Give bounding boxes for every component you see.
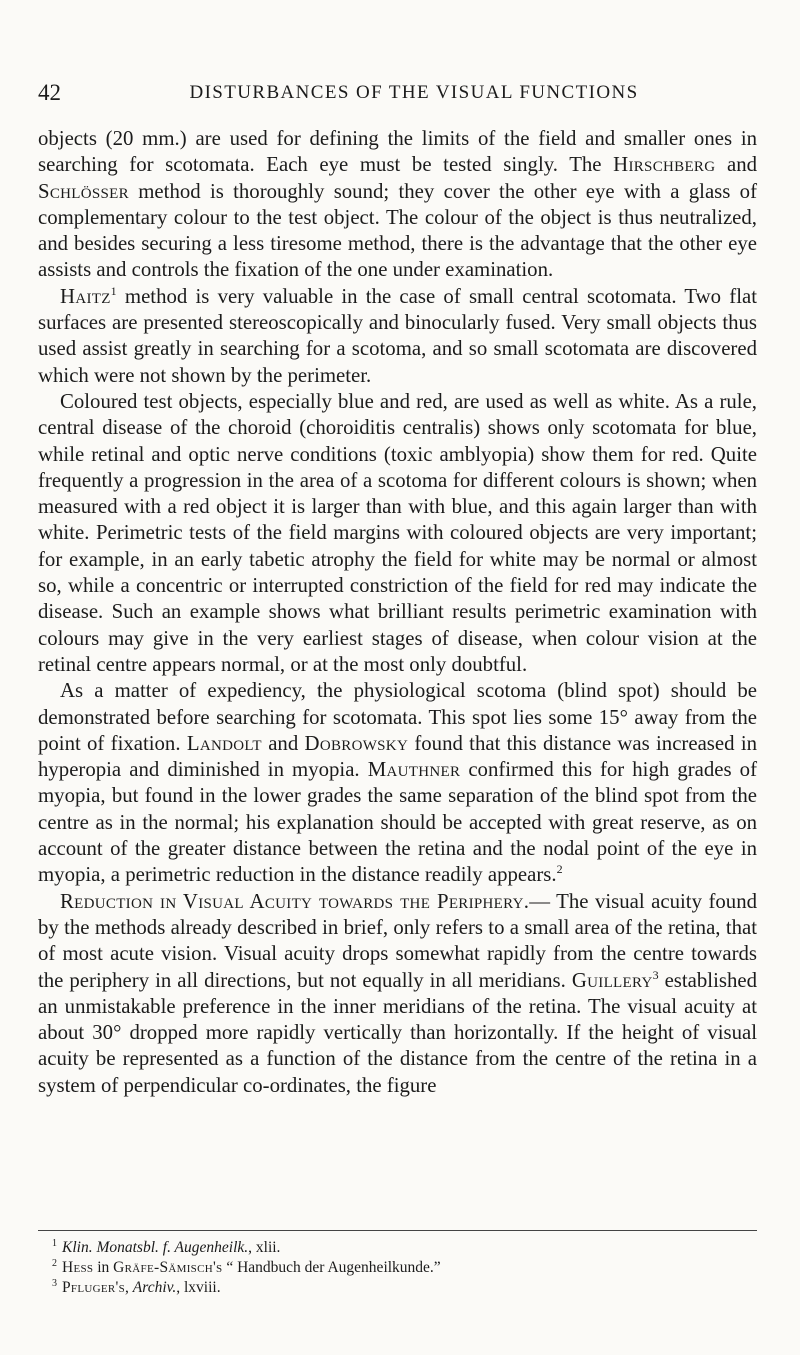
author-name: Schlösser	[38, 179, 129, 203]
author-name: Mauthner	[367, 758, 461, 782]
footnote-divider	[38, 1230, 757, 1231]
author-name: Landolt	[186, 731, 262, 755]
running-title: DISTURBANCES OF THE VISUAL FUNCTIONS	[189, 82, 639, 103]
body-text	[38, 126, 757, 1099]
page-number: 42	[38, 80, 61, 105]
footnote-3: $^3$ Pfluger's, Archiv., lxviii.	[52, 1277, 221, 1296]
paragraph-5: Reduction in Visual Acuity towards the Periphery.— The visual acuity found by the methods already described in brief, only refers to a small area of the retina, that of most acute vision. Visual acuity drops somewhat rapidly from the centre towards the periphery in all directions, but not equally in all meridians. Guillery$^3$ established an unmistakable preference in the inner meridians of the retina. The visual acuity at about 30° dropped more rapidly vertically than horizontally. If the height of visual acuity be represented as a function of the distance from the centre of the retina in a system of perpendicular co-ordinates, the figure	[38, 889, 758, 1097]
paragraph-3: Coloured test objects, especially blue and red, are used as well as white. As a rule, central disease of the choroid (choroiditis centralis) shows only scotomata for blue, while retinal and optic nerve conditions (toxic amblyopia) show them for red. Quite frequently a progression in the area of a scotoma for different colours is shown; when measured with a red object it is larger than with blue, and this again larger than with white. Perimetric tests of the field margins with coloured objects are very important; for example, in an early tabetic atrophy the field for white may be normal or almost so, while a concentric or interrupted constriction of the field for red may indicate the disease. Such an example shows what brilliant results perimetric examination with colours may give in the very earliest stages of disease, when colour vision at the retinal centre appears normal, or at the most only doubtful.	[38, 389, 757, 676]
author-name: Dobrowsky	[304, 731, 409, 755]
footnotes	[52, 1238, 757, 1298]
paragraph-2: Haitz$^1$ method is very valuable in the case of small central scotomata. Two flat surfaces are presented stereoscopically and binocularly fused. Very small objects thus used assist greatly in searching for a scotoma, and so small scotomata are discovered which were not shown by the perimeter.	[38, 283, 757, 387]
footnote-ref[interactable]: 3	[652, 967, 659, 982]
author-name: Guillery	[571, 968, 653, 992]
footnote-1: $^1$ Klin. Monatsbl. f. Augenheilk., xlii.	[52, 1237, 281, 1256]
author-name: Haitz	[60, 284, 111, 308]
paragraph-4: As a matter of expediency, the physiological scotoma (blind spot) should be demonstrated before searching for scotomata. This spot lies some 15° away from the point of fixation. Landolt and Dobrowsky found that this distance was increased in hyperopia and diminished in myopia. Mauthner confirmed this for high grades of myopia, but found in the lower grades the same separation of the blind spot from the centre as in the normal; his explanation should be accepted with great reserve, as on account of the greater distance between the retina and the nodal point of the eye in myopia, a perimetric reduction in the distance readily appears.$^2$	[38, 679, 757, 887]
footnote-ref[interactable]: 2	[556, 862, 563, 877]
author-name: Hirschberg	[613, 153, 716, 177]
section-heading: Reduction in Visual Acuity towards the Periphery.	[60, 889, 530, 913]
page-header	[38, 80, 760, 110]
footnote-2: $^2$ Hess in Gräfe-Sämisch's “ Handbuch der Augenheilkunde.”	[52, 1257, 441, 1276]
footnote-ref[interactable]: 1	[110, 283, 117, 298]
paragraph-1: objects (20 mm.) are used for defining the limits of the field and smaller ones in searching for scotomata. Each eye must be tested singly. The Hirschberg and Schlösser method is thoroughly sound; they cover the other eye with a glass of complementary colour to the test object. The colour of the object is thus neutralized, and besides securing a less tiresome method, there is the advantage that the other eye assists and controls the fixation of the one under examination.	[38, 127, 757, 282]
